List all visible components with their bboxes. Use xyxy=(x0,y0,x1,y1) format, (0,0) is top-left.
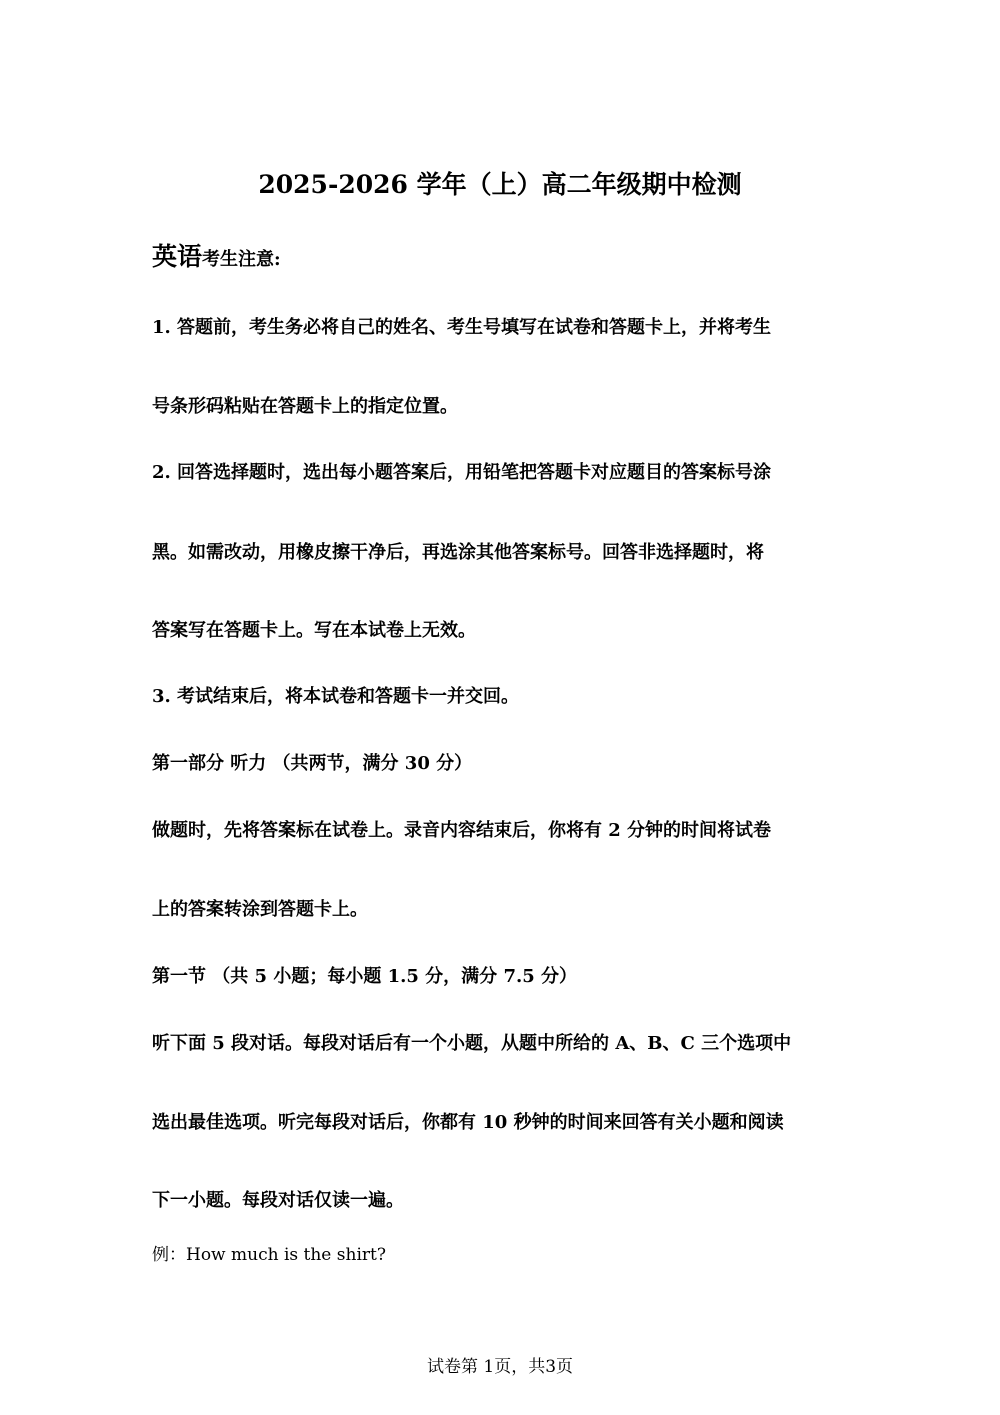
subject-name: 英语 xyxy=(152,242,203,271)
note-line: 黑。如需改动，用橡皮擦干净后，再选涂其他答案标号。回答非选择题时，将 xyxy=(152,542,764,563)
exam-title: 2025-2026 学年（上）高二年级期中检测 xyxy=(258,170,742,199)
part-one-instruction: 做题时，先将答案标在试卷上。录音内容结束后，你将有 2 分钟的时间将试卷 xyxy=(152,820,772,841)
note-line: 答案写在答题卡上。写在本试卷上无效。 xyxy=(152,620,476,641)
note-line: 1. 答题前，考生务必将自己的姓名、考生号填写在试卷和答题卡上，并将考生 xyxy=(152,317,772,338)
note-line: 3. 考试结束后，将本试卷和答题卡一并交回。 xyxy=(152,686,520,707)
notice-label: 考生注意: xyxy=(202,249,281,270)
example-question: 例：How much is the shirt? xyxy=(152,1245,386,1265)
section-one-instruction: 选出最佳选项。听完每段对话后，你都有 10 秒钟的时间来回答有关小题和阅读 xyxy=(152,1112,784,1133)
subject-line xyxy=(152,240,281,277)
section-one-heading: 第一节 （共 5 小题；每小题 1.5 分，满分 7.5 分） xyxy=(152,966,578,987)
section-one-instruction: 听下面 5 段对话。每段对话后有一个小题，从题中所给的 A、B、C 三个选项中 xyxy=(152,1033,792,1054)
page-footer: 试卷第 1页，共3页 xyxy=(426,1357,574,1377)
note-line: 号条形码粘贴在答题卡上的指定位置。 xyxy=(152,396,458,417)
part-one-heading: 第一部分 听力 （共两节，满分 30 分） xyxy=(152,753,473,774)
part-one-instruction: 上的答案转涂到答题卡上。 xyxy=(152,899,368,920)
section-one-instruction: 下一小题。每段对话仅读一遍。 xyxy=(152,1190,404,1211)
note-line: 2. 回答选择题时，选出每小题答案后，用铅笔把答题卡对应题目的答案标号涂 xyxy=(152,462,772,483)
